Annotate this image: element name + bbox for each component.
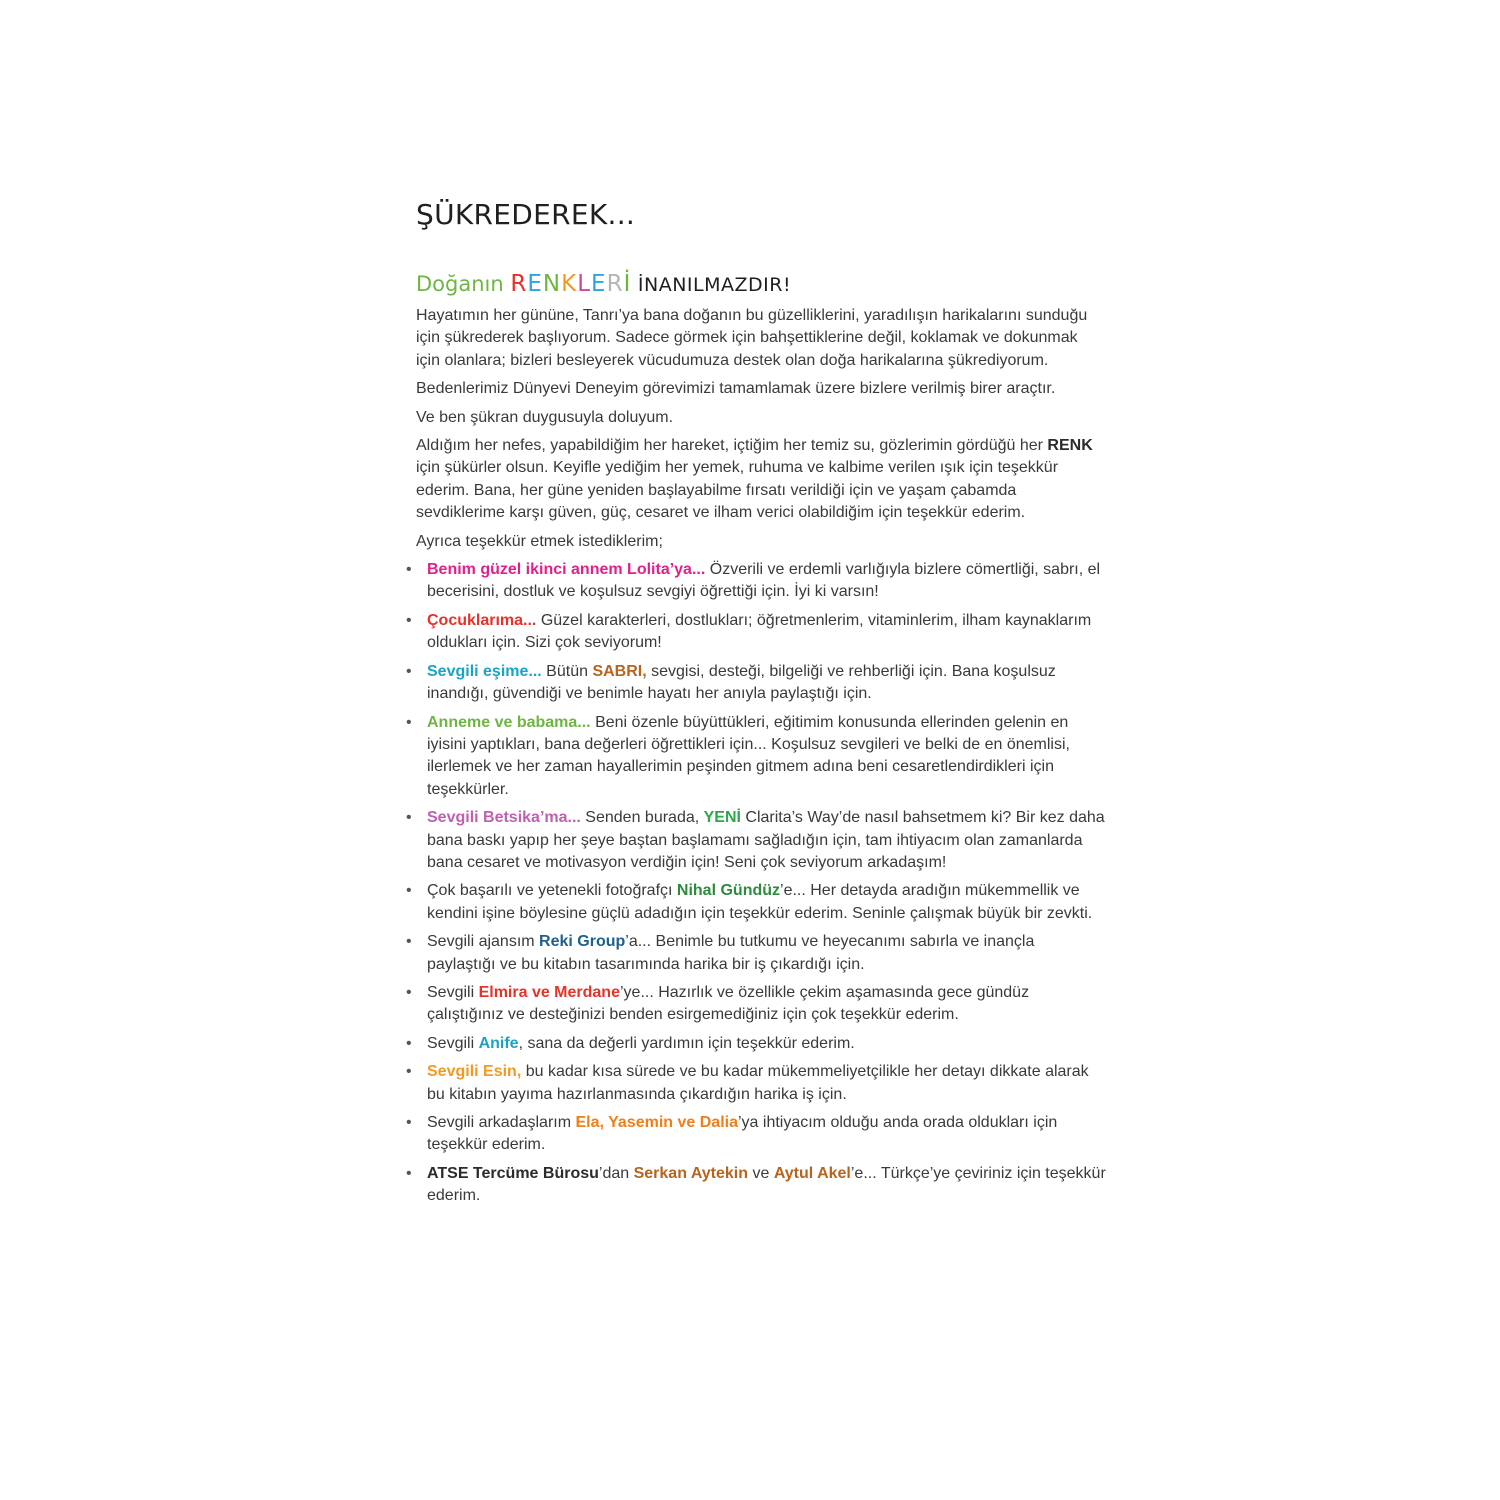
thanks-text: , sana da değerli yardımın için teşekkür ederim. [518, 1034, 855, 1052]
paragraph [416, 407, 1106, 429]
thanks-list [406, 559, 1106, 1208]
thanks-text: Clarita’s Way’de nasıl bahsetmem ki? Bir kez daha bana baskı yapıp her şeye baştan başlamamı sağladığın için, tam ihtiyacım olan zamanlarda bana cesaret ve motivasyon verdiğin için! Seni çok seviyorum arkadaşım! [427, 809, 1105, 871]
highlight-text: Reki Group [539, 933, 626, 951]
highlight-text: Anneme ve babama... [427, 713, 591, 731]
thanks-text: Beni özenle büyüttükleri, eğitimim konusunda ellerinden gelenin en iyisini yaptıkları, bana değerleri öğrettikleri için... Koşulsuz sevgileri ve belki de en önemlisi, ilerlemek ve her zaman hayallerimin peşinden gitmem adına beni cesaretlendirdikleri için teşekkürler. [427, 713, 1070, 798]
highlight-text: YENİ [703, 809, 741, 827]
thanks-text: Bütün [541, 662, 593, 680]
heading-suffix: İNANILMAZDIR! [631, 274, 792, 296]
intro-paragraphs [416, 305, 1106, 553]
thanks-text: ’ya ihtiyacım olduğu anda orada oldukları için teşekkür ederim. [427, 1114, 1058, 1154]
paragraph-text: Ve ben şükran duygusuyla doluyum. [416, 408, 674, 426]
thanks-text: ’e... Türkçe’ye çeviriniz için teşekkür ederim. [427, 1164, 1106, 1205]
highlight-text: RENK [1047, 437, 1093, 455]
highlight-text: Çocuklarıma... [427, 611, 537, 629]
bullet-icon: • [406, 1114, 412, 1131]
thanks-text: sevgisi, desteği, bilgeliği ve rehberliği için. Bana koşulsuz inandığı, güvendiği ve benimle hayatı her anıyla paylaştığı için. [427, 662, 1056, 703]
thanks-text: ’a... Benimle bu tutkumu ve heyecanımı sabırla ve inançla paylaştığı ve bu kitabın tasarımında harika bir iş çıkardığı için. [427, 933, 1035, 973]
thanks-text: Sevgili ajansım [427, 933, 540, 951]
paragraph-text: Aldığım her nefes, yapabildiğim her hareket, içtiğim her temiz su, gözlerimin gördüğü her [416, 437, 1048, 455]
heading-prefix: Doğanın [416, 272, 511, 296]
highlight-text: Sevgili Betsika’ma... [427, 809, 581, 827]
paragraph-text: Ayrıca teşekkür etmek istediklerim; [416, 532, 663, 550]
bullet-icon: • [406, 561, 412, 579]
paragraph [416, 305, 1106, 372]
paragraph-text: Hayatımın her gününe, Tanrı’ya bana doğanın bu güzelliklerini, yaradılışın harikalarını sunduğu için şükrederek başlıyorum. Sadece görmek için bahşettiklerine değil, koklamak ve dokunmak için olanlara; bizleri besleyerek vücudumuza destek olan doğa harikalarına şükrediyorum. [416, 307, 1088, 369]
bullet-icon: • [406, 882, 412, 900]
renk-letter: R [510, 271, 528, 297]
paragraph [416, 435, 1106, 525]
thanks-text: Özverili ve erdemli varlığıyla bizlere cömertliği, sabrı, el becerisini, dostluk ve koşulsuz sevgiyi öğrettiği için. İyi ki varsın! [427, 561, 1101, 601]
bullet-icon: • [406, 611, 412, 629]
highlight-text: SABRI, [592, 662, 647, 680]
thanks-item [406, 931, 1106, 976]
thanks-text: Güzel karakterleri, dostlukları; öğretmenlerim, vitaminlerim, ilham kaynaklarım oldukları için. Sizi çok seviyorum! [427, 611, 1092, 652]
paragraph [416, 531, 1106, 553]
bullet-icon: • [406, 1034, 412, 1052]
thanks-text: Sevgili [427, 1034, 479, 1052]
paragraph-text: Bedenlerimiz Dünyevi Deneyim görevimizi tamamlamak üzere bizlere verilmiş birer araçtır. [416, 380, 1056, 398]
thanks-text: ’dan [598, 1164, 634, 1182]
thanks-text: ve [748, 1164, 774, 1182]
thanks-item [406, 1112, 1106, 1157]
thanks-item [406, 1163, 1106, 1208]
thanks-text: Çok başarılı ve yetenekli fotoğrafçı [427, 882, 677, 900]
thanks-item [406, 880, 1106, 925]
highlight-text: Serkan Aytekin [633, 1164, 749, 1182]
bullet-icon: • [406, 1164, 412, 1182]
renk-letter: L [577, 271, 592, 297]
thanks-item [406, 1033, 1106, 1055]
thanks-item [406, 982, 1106, 1027]
highlight-text: Anife [478, 1034, 519, 1052]
renk-letter: İ [623, 271, 632, 297]
paragraph-text: için şükürler olsun. Keyifle yediğim her yemek, ruhuma ve kalbime verilen ışık için teşekkür ederim. Bana, her güne yeniden başlayabilme fırsatı verildiği için ve yaşam çabamda sevdiklerime karşı güven, güç, cesaret ve ilham verici olabildiğim için teşekkür ederim. [416, 459, 1059, 522]
bullet-icon: • [406, 983, 412, 1001]
renk-letter: R [606, 271, 624, 297]
thanks-item [406, 807, 1106, 874]
bullet-icon: • [406, 1063, 412, 1081]
thanks-item [406, 610, 1106, 655]
renk-letter: E [527, 271, 543, 297]
renk-letter: N [542, 271, 562, 297]
thanks-item [406, 559, 1106, 604]
bullet-icon: • [406, 662, 412, 680]
thanks-text: ’ye... Hazırlık ve özellikle çekim aşamasında gece gündüz çalıştığınız ve desteğinizi benden esirgemediğiniz için çok teşekkür ederim. [427, 983, 1030, 1024]
highlight-text: Aytul Akel [773, 1164, 851, 1182]
section-heading [416, 271, 1106, 297]
renk-letter: E [591, 271, 607, 297]
page-content [406, 198, 1106, 1214]
thanks-item [406, 1061, 1106, 1106]
bullet-icon: • [406, 933, 412, 951]
renk-word [510, 271, 631, 297]
highlight-text: Benim güzel ikinci annem Lolita’ya... [427, 561, 706, 579]
thanks-item [406, 661, 1106, 706]
thanks-item [406, 712, 1106, 802]
thanks-text: bu kadar kısa sürede ve bu kadar mükemmeliyetçilikle her detayı dikkate alarak bu kitabın yayıma hazırlanmasında çıkardığın harika iş için. [427, 1063, 1089, 1103]
highlight-text: Elmira ve Merdane [478, 983, 620, 1001]
renk-letter: K [561, 271, 578, 297]
highlight-text: ATSE Tercüme Bürosu [427, 1164, 599, 1182]
thanks-text: ’e... Her detayda aradığın mükemmellik ve kendini işine böylesine güçlü adadığın için teşekkür ederim. Seninle çalışmak büyük bir zevkti. [427, 882, 1093, 922]
highlight-text: Sevgili Esin, [427, 1063, 522, 1081]
highlight-text: Sevgili eşime... [427, 662, 542, 680]
thanks-text: Sevgili arkadaşlarım [427, 1114, 576, 1131]
page-title: ŞÜKREDEREK... [416, 198, 636, 231]
bullet-icon: • [406, 809, 412, 827]
thanks-text: Senden burada, [580, 809, 704, 827]
highlight-text: Ela, Yasemin ve Dalia [575, 1114, 738, 1131]
thanks-text: Sevgili [427, 983, 479, 1001]
highlight-text: Nihal Gündüz [676, 882, 781, 900]
bullet-icon: • [406, 713, 412, 731]
paragraph [416, 378, 1106, 400]
